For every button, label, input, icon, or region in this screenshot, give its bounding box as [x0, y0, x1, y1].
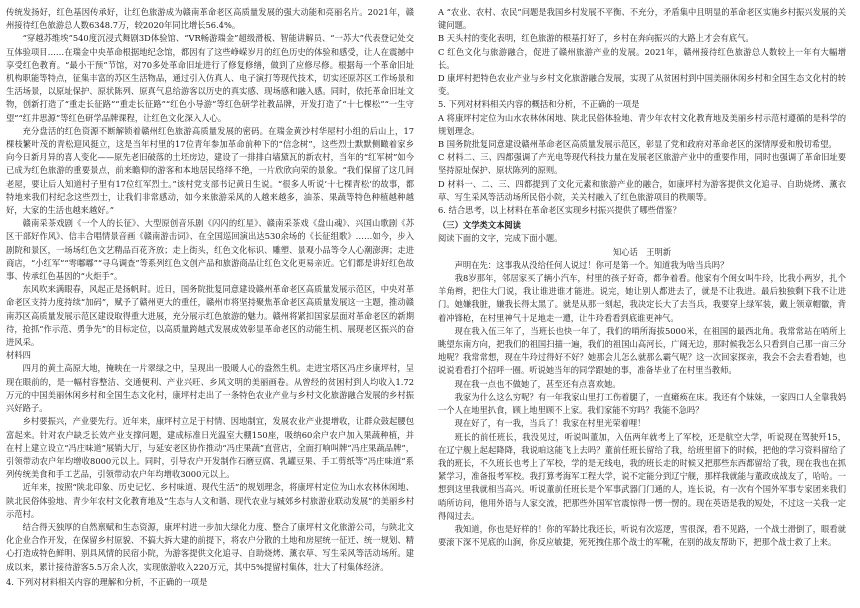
question-5: 5. 下列对材料相关内容的概括和分析，不正确的一项是: [438, 99, 640, 110]
story-paragraph: 现在好了，有一我，当兵了！我家在村里光荣着哩！: [454, 418, 646, 429]
story-paragraph: 我8岁那年，邻居家买了辆小汽车，村里的孩子好奇，都争着看。他家有个闺女叫牛玲，比我小两岁，扎个羊角辫，把住大门说，我让谁进谁才能进。说完，她让别人都进去了，就是不让我进。最后独独剩下我不让进门。她嫌我脏，嫌我长得太黑了。就是从那一刻起，我决定长大了去当兵，我要穿上绿军装，戴上领章帽徽，背着冲锋枪，在村里神气十足地走一遭，让牛玲看看到底谁更神气。: [438, 273, 846, 323]
material-heading: 材料四: [6, 350, 31, 361]
right-column: [438, 6, 846, 604]
question-4: 4. 下列对材料相关内容的理解和分析，不正确的一项是: [6, 576, 208, 587]
paragraph: 赣南采茶戏剧《一个人的长征》、大型原创音乐剧《闪闪的红星》、赣南采茶戏《盘山魂》、兴国山歌剧《苏区干部好作风》、信丰合唱情景音画《赣南游击词》、在全国巡回演出达530余场的《长征组歌》……如今，步入剧院和景区，一场场红色文艺精品百花齐放；走上街头，红色文化标识、雕塑、景观小品等令人心潮澎湃；走进商店，“小红军”“雩嘟嘟”“寻乌调查”等系列红色文创产品和旅游商品让红色文化更易亲近。它们都是讲好红色故事、传承红色基因的“火炬手”。: [6, 218, 414, 282]
story-paragraph: 我知道，你也是好样的！你的军龄比我还长，听说有次巡逻，雪很深，看不见路，一个战士滑倒了，眼看就要滚下深不见底的山涧，你反应敏捷，死死拽住那个战士的军靴，在别的战友帮助下，把那个战士救了上来。: [438, 523, 846, 548]
story-paragraph: 现在我入伍三年了，当班长也快一年了，我们的哨所海拔5000米，在祖国的最西北角。我常常站在哨所上眺望东南方向，把我们的祖国扫描一遍，我们的祖国山高河长，广阔无边，那时候我怎么只看到自己那一亩三分地呢？我常常想，现在牛玲过得好不好？她那会儿怎么就那么霸气呢？这一次回家探亲，我会不会去看看她，也说说看看打个招呼一圈。听说她当年的同学跟她的事，准备毕业了在村里当教师。: [438, 325, 846, 376]
paragraph: 东风吹来满眼春，风起正是扬帆时。近日，国务院批复同意建设赣州革命老区高质量发展示范区，中央对革命老区支持力度持续“加码”，赋予了赣州更大的重任，赣州市将坚持聚焦革命老区高质量发展这一主题，推动赣南苏区高质量发展示范区建设取得重大进展，充分展示红色旅游的魅力。赣州将紧扣国家层面对革命老区的新期待，抢抓“作示范、勇争先”的目标定位，以高质量跨越式发展成效彰显革命老区的动能生机、展现老区振兴的奋进风采。: [6, 284, 414, 348]
option-5a: A 将康坪村定位为山水农林休闲地、陕北民俗体验地、青少年农村文化教育地及美丽乡村示范村遵循的是科学的规划理念。: [438, 112, 846, 136]
paragraph: 近年来，按照“陕北印象、历史记忆、乡村味道、现代生活”的规划理念，将康坪村定位为山水农林休闲地、陕北民俗体验地、青少年农村文化教育地及“生态与人文和谐、现代农业与城郊乡村旅游业联动发展”的美丽乡村示范村。: [6, 482, 414, 519]
story-paragraph: 班长的前任班长，我没见过，听说叫董加，入伍两年就考上了军校，还是航空大学，听说现在驾驶歼15，在辽宁舰上起起降降，我说咱这能飞上去吗？董前任班长留给了我，给班里留下的时候，把他的学习资料留给了我的班长，不久班长也考上了军校，学的是无线电，我的班长走的时候又把那些东西都留给了我，现在我也在抓紧学习，准备报考军校。我打算考海军工程大学，说不定能分到辽宁舰，那样我就能与董政成战友了，哈哈。一想到这里我就相当高兴。听说董前任班长是个军事武器门门通的人，连长说，有一次有个国外军事专家团来我们哨所访问，他用外语与人家交流，把那些外国军官震惊得一愣一愣的。现在英语是我的短处，不过这一关我一定得闯过去。: [438, 431, 846, 521]
paragraph: 结合得天独厚的自然禀赋和生态资源，康坪村进一步加大绿化力度、整合了康坪村文化旅游公司，与陕北文化企业合作开发，在保留乡村原貌、不搞大拆大建的前提下，将农户分散的土地和房屋统一征迁、统一规划、精心打造成特色鲜明、别具风情的民宿小院，为游客提供文化追寻、自助烧烤、薰衣草、写生采风等活动场所。建成以来，累计接待游客5.5万余人次，实现旅游收入220万元，其中5%提留村集体，壮大了村集体经济。: [6, 521, 414, 572]
option-5d: D 材料一、二、三、四都提到了文化元素和旅游产业的融合，如康坪村为游客提供文化追寻、自助烧烤、薰衣草、写生采风等活动场所民俗小院，关关村融入了红色旅游项目的秩顺等。: [438, 178, 846, 202]
paragraph: 充分盘活的红色资源不断解锁着赣州红色旅游高质量发展的密码。在瑞金黄沙村华屋村小组的后山上，17棵枝繁叶茂的青松迎风挺立，这是当年村里的17位青年参加革命前种下的“信念树”，这些烈士默默侧瞰着家乡向今日新月异的喜人变化——原先老旧破落的土坯房边，建设了一排排白墙黛瓦的新农村，当年的“红军树”如今已成为红色旅游的重要景点，前来瞻仰的游客和本地居民络绎不绝，一片欣欣向荣的景象。“我们保留了这几间老屋，要让后人知道村子里有17位红军烈士。”该村党支部书记黄日生说。“很多人听说‘十七棵青松’的故事，都特地来我们村纪念这些烈士，让我们非常感动，如今来旅游采风的人越来越多，油茶、果蔬等特色种植越种越好，大家的生活也越来越好。”: [6, 125, 414, 216]
left-column: [6, 6, 414, 604]
story-paragraph: 我家为什么这么穷呢？有一年我家山里打工伤着腿了，一直瘫痪在床。我还有个妹妹，一家四口人全靠我妈一个人在地里扒食，顾上地里顾不上家。我们家能不穷吗？我能不急吗？: [438, 391, 846, 416]
question-6: 6. 结合思考，以上材料在革命老区实现乡村振兴提供了哪些借鉴？: [438, 205, 681, 216]
option-4a: A “农业、农村、农民”问题是我国乡村发展不平衡、不充分，矛盾集中且明显的革命老区实施乡村振兴发展的关键问题。: [438, 7, 846, 31]
option-5c: C 材料二、三、四都强调了产光电等现代科技力量在发展老区旅游产业中的重要作用，同时也强调了革命旧址要坚持原址保护、原状陈列的原则。: [438, 152, 846, 176]
option-4d: D 康坪村把特色农业产业与乡村文化旅游融合发展，实现了从贫困村到中国美丽休闲乡村和全国生态文化村的转变。: [438, 73, 846, 97]
option-4b: B 天头村的变化表明，红色旅游的根基打好了，乡村在奔向振兴的大路上才会有底气。: [438, 33, 754, 44]
story-title: 知心话 王明新: [612, 246, 672, 257]
paragraph: 乡村要振兴，产业要先行。近年来，康坪村立足于村情、因地制宜，发展农业产业提增收，让群众鼓起腰包富起来。针对农户缺乏长效产业支撑问题，建成标准日光温室大棚150座，吸纳60余户农户加入果蔬种植，并在村上建立设立“冯庄味道”展销大厅，与延安老区协作推动“冯庄果蔬”直营店，全面打响叫牌“冯庄果蔬品牌”，引领带动农户年均增收8000元以上。同时，引导农户开发制作石磨豆腐、乳罐豆果、手工剪纸等“冯庄味道”系列传统美食和手工艺品，引领带动农户年均增收3000元以上。: [6, 416, 414, 480]
paragraph: 四月的黄土高原大地，掩映在一片翠绿之中，呈现出一股暖人心的盎然生机。走进宝塔区冯庄乡康坪村，呈现在眼前的，是一幅村容整洁、交通便利、产业兴旺、乡风文明的美丽画卷。从曾经的贫困村到人均收入1.72万元的中国美丽休闲乡村和全国生态文化村，康坪村走出了一条特色农业产业与乡村文化旅游融合发展的乡村振兴好路子。: [6, 363, 414, 414]
paragraph: 传统发扬好，红色基因传承好，让红色旅游成为赣南革命老区高质量发展的强大动能和亮丽名片。2021年，赣州接待红色旅游总人数6348.7万，较2020年同比增长56.4%。: [6, 7, 414, 31]
option-4c: C 红色文化与旅游融合，促进了赣州旅游产业的发展。2021年，赣州接待红色旅游总人数较上一年有大幅增长。: [438, 46, 846, 70]
section-instruction: 阅读下面的文字，完成下面小题。: [438, 233, 563, 244]
story-paragraph: 声明在先：这事我从没给任何人说过！你可是第一个。知道我为啥当兵吗？: [454, 259, 729, 270]
option-5b: B 国务院批复同意建设赣州革命老区高质量发展示范区，彰显了党和政府对革命老区的深情厚爱和殷切希望。: [438, 139, 837, 150]
paragraph: “穿越苏维埃”540度沉浸式舞剧3D体验馆、“VR畅游瑞金”超级滑板、智能讲解员、“一苏大”代表登记处交互体验项目……在瑞金中央革命根据地纪念馆，都因有了这些峥嵘岁月的红色历史的体验和感受，让人在震撼中享受红色教育。“最小干预”节馆，对70多处革命旧址进行了修复修缮，做到了应修尽修。根据每一个革命旧址机构职能等特点，征集丰富的苏区生活物品，通过引入仿真人、电子演打等现代技术，切实还原苏区工作场景和生活场景，以原址保护、原状陈列、原真气息给游客以历史的真实感、现场感和融入感。同时，依托革命旧址文物，创新打造了“重走长征路”“重走长征路”“红色小导游”等红色研学社教品牌，开发打造了“十七棵松”“一生守望”“红井思源”等红色研学品牌课程，让红色文化深入人心。: [6, 33, 414, 123]
story-paragraph: 现在我一点也不做她了，甚至还有点喜欢她。: [454, 378, 621, 389]
section-heading: （三）文学类文本阅读: [438, 220, 521, 231]
